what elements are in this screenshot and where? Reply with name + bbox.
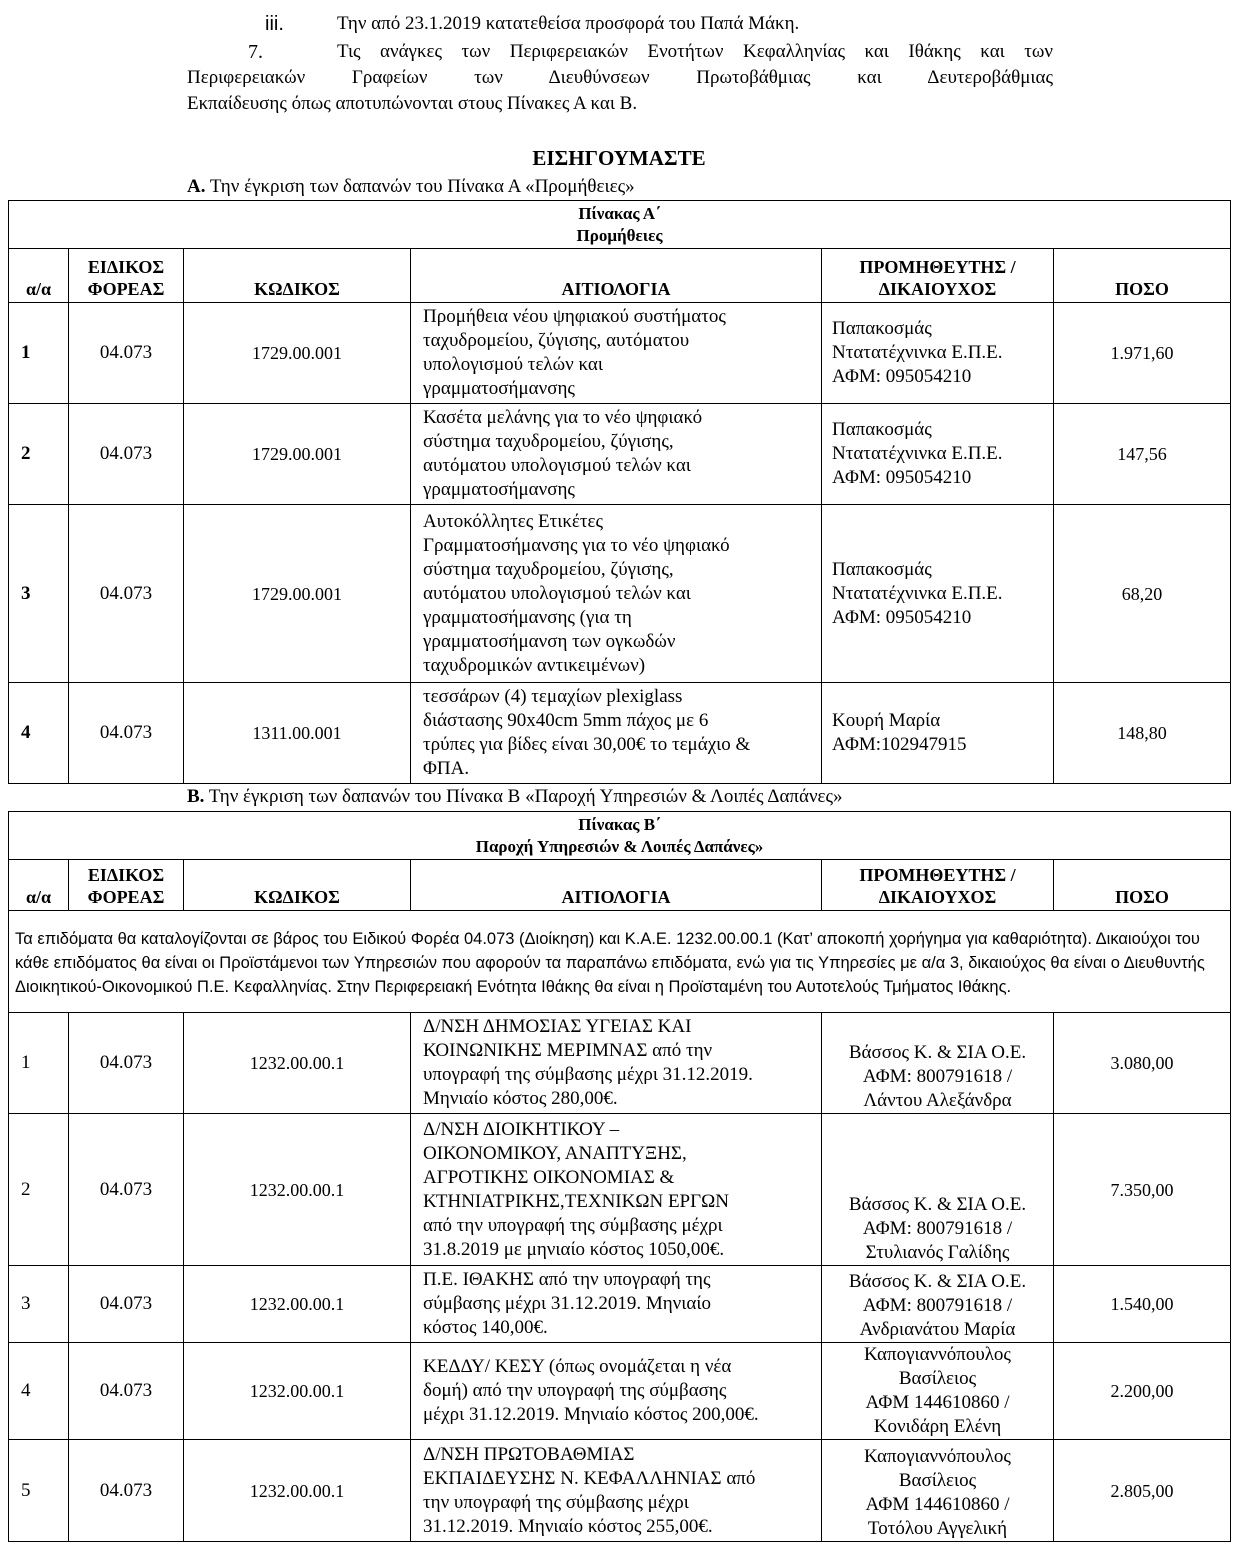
- cell-poso: 2.200,00: [1054, 1343, 1231, 1440]
- cell-aa: 2: [9, 404, 69, 505]
- header-poso: ΠΟΣΟ: [1054, 249, 1231, 303]
- header-foreas-line-1: ΕΙΔΙΚΟΣ: [87, 257, 165, 277]
- promitheftis-line: Βάσσος Κ. & ΣΙΑ Ο.Ε.: [848, 1194, 1027, 1215]
- item-7-line-3: Εκπαίδευσης όπως αποτυπώνονται στους Πίνακες Α και Β.: [187, 93, 638, 114]
- aitiologia-line: Γραμματοσήμανσης για το νέο ψηφιακό: [423, 534, 730, 556]
- aitiologia-line: γραμματοσήμανσης: [423, 378, 575, 399]
- cell-foreas: 04.073: [69, 1343, 184, 1440]
- cell-aa: 4: [9, 683, 69, 784]
- promitheftis-line: ΑΦΜ: 095054210: [832, 606, 972, 628]
- item-7-line-2: Περιφερειακών Γραφείων των Διευθύνσεων Πρωτοβάθμιας και Δευτεροβάθμιας: [187, 67, 1053, 88]
- promitheftis-line: ΑΦΜ 144610860 /: [865, 1392, 1010, 1413]
- cell-promitheftis: [822, 404, 1054, 505]
- cell-kodikos: 1232.00.00.1: [184, 1343, 411, 1440]
- aitiologia-line: αυτόματου υπολογισμού τελών και: [423, 455, 691, 476]
- aitiologia-line: τεσσάρων (4) τεμαχίων plexiglass: [423, 686, 683, 707]
- promitheftis-line: Κονιδάρη Ελένη: [873, 1416, 1002, 1437]
- header-promitheftis-line-2: ΔΙΚΑΙΟΥΧΟΣ: [878, 887, 997, 907]
- aitiologia-line: ΚΤΗΝΙΑΤΡΙΚΗΣ,ΤΕΧΝΙΚΩΝ ΕΡΓΩΝ: [423, 1190, 729, 1212]
- header-kodikos: ΚΩΔΙΚΟΣ: [184, 860, 411, 911]
- aitiologia-line: δομή) από την υπογραφή της σύμβασης: [423, 1380, 727, 1401]
- cell-poso: 7.350,00: [1054, 1114, 1231, 1266]
- aitiologia-line: διάστασης 90x40cm 5mm πάχος με 6: [423, 710, 709, 731]
- header-aitiologia: ΑΙΤΙΟΛΟΓΙΑ: [411, 860, 822, 911]
- cell-foreas: 04.073: [69, 303, 184, 404]
- promitheftis-line: ΑΦΜ: 800791618 /: [862, 1295, 1013, 1316]
- table-row: [9, 1266, 1231, 1343]
- aitiologia-line: Π.Ε. ΙΘΑΚΗΣ από την υπογραφή της: [423, 1269, 711, 1290]
- cell-kodikos: 1232.00.00.1: [184, 1114, 411, 1266]
- section-b-text: Την έγκριση των δαπανών του Πίνακα Β «Παροχή Υπηρεσιών & Λοιπές Δαπάνες»: [208, 786, 843, 807]
- aitiologia-line: ΚΕΔΔΥ/ ΚΕΣΥ (όπως ονομάζεται η νέα: [423, 1356, 732, 1377]
- header-aa: α/α: [9, 860, 69, 911]
- cell-foreas: 04.073: [69, 505, 184, 683]
- cell-aitiologia: [411, 404, 822, 505]
- cell-promitheftis: [822, 1013, 1054, 1114]
- cell-promitheftis: [822, 303, 1054, 404]
- cell-poso: 3.080,00: [1054, 1013, 1231, 1114]
- cell-aa: 1: [9, 303, 69, 404]
- aitiologia-line: υπογραφή της σύμβασης μέχρι 31.12.2019.: [423, 1064, 753, 1085]
- cell-promitheftis: [822, 683, 1054, 784]
- aitiologia-line: την υπογραφή της σύμβασης μέχρι: [423, 1491, 689, 1513]
- aitiologia-line: υπολογισμού τελών και: [423, 354, 603, 375]
- header-foreas: [69, 249, 184, 303]
- section-a-caption: [187, 176, 635, 198]
- aitiologia-line: γραμματοσήμανση των ογκωδών: [423, 630, 676, 652]
- cell-foreas: 04.073: [69, 683, 184, 784]
- aitiologia-line: Αυτοκόλλητες Ετικέτες: [423, 510, 604, 532]
- promitheftis-line: ΑΦΜ: 095054210: [832, 467, 972, 488]
- header-aitiologia: ΑΙΤΙΟΛΟΓΙΑ: [411, 249, 822, 303]
- table-row: [9, 505, 1231, 683]
- cell-aa: 2: [9, 1114, 69, 1266]
- promitheftis-line: ΑΦΜ: 800791618 /: [862, 1066, 1013, 1087]
- promitheftis-line: ΑΦΜ 144610860 /: [865, 1494, 1010, 1515]
- aitiologia-line: ΦΠΑ.: [423, 758, 470, 779]
- cell-poso: 147,56: [1054, 404, 1231, 505]
- promitheftis-line: Βασίλειος: [898, 1368, 977, 1389]
- aitiologia-line: σύμβασης μέχρι 31.12.2019. Μηνιαίο: [423, 1293, 711, 1314]
- cell-aitiologia: [411, 1013, 822, 1114]
- header-promitheftis-line-1: ΠΡΟΜΗΘΕΥΤΗΣ /: [859, 865, 1016, 885]
- header-foreas-line-2: ΦΟΡΕΑΣ: [87, 279, 165, 299]
- cell-promitheftis: [822, 1266, 1054, 1343]
- aitiologia-line: τρύπες για βίδες είναι 30,00€ το τεμάχιο &: [423, 734, 751, 755]
- cell-kodikos: 1232.00.00.1: [184, 1440, 411, 1542]
- header-promitheftis-line-1: ΠΡΟΜΗΘΕΥΤΗΣ /: [859, 257, 1016, 277]
- cell-poso: 1.971,60: [1054, 303, 1231, 404]
- table-b-services: [8, 811, 1231, 1542]
- promitheftis-line: Καπογιαννόπουλος: [864, 1446, 1011, 1467]
- header-poso: ΠΟΣΟ: [1054, 860, 1231, 911]
- section-a-label: Α.: [187, 176, 206, 197]
- table-a-title: [9, 201, 1231, 249]
- promitheftis-line: Παπακοσμάς: [832, 318, 932, 339]
- item-7-line-1: Τις ανάγκες των Περιφερειακών Ενοτήτων Κεφαλληνίας και Ιθάκης και των: [337, 41, 1053, 62]
- promitheftis-line: Ντατατέχνινκα Ε.Π.Ε.: [832, 443, 1003, 464]
- table-row: [9, 1343, 1231, 1440]
- promitheftis-line: Λάντου Αλεξάνδρα: [863, 1090, 1012, 1111]
- promitheftis-line: ΑΦΜ: 095054210: [832, 366, 972, 387]
- item-7-number: 7.: [248, 41, 263, 63]
- cell-poso: 2.805,00: [1054, 1440, 1231, 1542]
- table-b-note-row: [9, 911, 1231, 1013]
- promitheftis-line: Βάσσος Κ. & ΣΙΑ Ο.Ε.: [848, 1271, 1027, 1292]
- header-aa: α/α: [9, 249, 69, 303]
- promitheftis-line: Ντατατέχνινκα Ε.Π.Ε.: [832, 342, 1003, 363]
- promitheftis-line: Παπακοσμάς: [832, 419, 932, 440]
- table-b-title-line-2: Παροχή Υπηρεσιών & Λοιπές Δαπάνες»: [475, 836, 764, 856]
- aitiologia-line: ΕΚΠΑΙΔΕΥΣΗΣ Ν. ΚΕΦΑΛΛΗΝΙΑΣ από: [423, 1467, 756, 1489]
- cell-kodikos: 1729.00.001: [184, 303, 411, 404]
- aitiologia-line: ταχυδρομικών αντικειμένων): [423, 654, 646, 676]
- item-iii-number: iii.: [265, 13, 284, 35]
- aitiologia-line: ΑΓΡΟΤΙΚΗΣ ΟΙΚΟΝΟΜΙΑΣ &: [423, 1166, 675, 1188]
- promitheftis-line: Ανδριανάτου Μαρία: [859, 1319, 1016, 1340]
- cell-kodikos: 1311.00.001: [184, 683, 411, 784]
- aitiologia-line: γραμματοσήμανσης: [423, 479, 575, 500]
- table-b-title-row: [9, 812, 1231, 860]
- aitiologia-line: μέχρι 31.12.2019. Μηνιαίο κόστος 200,00€.: [423, 1404, 759, 1425]
- aitiologia-line: από την υπογραφή της σύμβασης μέχρι: [423, 1214, 723, 1236]
- table-a-header-row: [9, 249, 1231, 303]
- cell-aa: 3: [9, 1266, 69, 1343]
- aitiologia-line: ΚΟΙΝΩΝΙΚΗΣ ΜΕΡΙΜΝΑΣ από την: [423, 1040, 713, 1061]
- aitiologia-line: ταχυδρομείου, ζύγισης, αυτόματου: [423, 330, 690, 351]
- cell-poso: 1.540,00: [1054, 1266, 1231, 1343]
- cell-aitiologia: [411, 303, 822, 404]
- promitheftis-line: Καπογιαννόπουλος: [864, 1344, 1011, 1365]
- header-promitheftis-line-2: ΔΙΚΑΙΟΥΧΟΣ: [878, 279, 997, 299]
- aitiologia-line: γραμματοσήμανσης (για τη: [423, 606, 632, 628]
- section-a-text: Την έγκριση των δαπανών του Πίνακα Α «Προμήθειες»: [209, 176, 635, 197]
- aitiologia-line: 31.12.2019. Μηνιαίο κόστος 255,00€.: [423, 1515, 713, 1537]
- aitiologia-line: Δ/ΝΣΗ ΔΙΟΙΚΗΤΙΚΟΥ –: [423, 1118, 620, 1140]
- cell-foreas: 04.073: [69, 1440, 184, 1542]
- aitiologia-line: Προμήθεια νέου ψηφιακού συστήματος: [423, 306, 726, 327]
- aitiologia-line: κόστος 140,00€.: [423, 1317, 548, 1338]
- cell-foreas: 04.073: [69, 1013, 184, 1114]
- table-b-title-line-1: Πίνακας Β΄: [578, 814, 661, 834]
- item-iii-text: Την από 23.1.2019 κατατεθείσα προσφορά του Παπά Μάκη.: [337, 13, 800, 34]
- header-promitheftis: [822, 860, 1054, 911]
- table-row: [9, 1440, 1231, 1542]
- table-a-title-line-2: Προμήθειες: [576, 225, 663, 245]
- table-row: [9, 683, 1231, 784]
- section-b-caption: [187, 786, 843, 808]
- cell-aa: 5: [9, 1440, 69, 1542]
- promitheftis-line: ΑΦΜ:102947915: [832, 734, 967, 755]
- cell-aitiologia: [411, 683, 822, 784]
- cell-promitheftis: [822, 1343, 1054, 1440]
- aitiologia-line: αυτόματου υπολογισμού τελών και: [423, 582, 691, 604]
- cell-poso: 68,20: [1054, 505, 1231, 683]
- table-row: [9, 1114, 1231, 1266]
- aitiologia-line: 31.8.2019 με μηνιαίο κόστος 1050,00€.: [423, 1238, 725, 1260]
- cell-kodikos: 1729.00.001: [184, 505, 411, 683]
- cell-kodikos: 1729.00.001: [184, 404, 411, 505]
- section-b-label: Β.: [187, 786, 205, 807]
- header-promitheftis: [822, 249, 1054, 303]
- cell-promitheftis: [822, 1114, 1054, 1266]
- table-row: [9, 1013, 1231, 1114]
- cell-promitheftis: [822, 1440, 1054, 1542]
- aitiologia-line: σύστημα ταχυδρομείου, ζύγισης,: [423, 431, 674, 452]
- recommendation-heading: ΕΙΣΗΓΟΥΜΑΣΤΕ: [532, 146, 706, 170]
- header-foreas: [69, 860, 184, 911]
- cell-aa: 4: [9, 1343, 69, 1440]
- cell-aitiologia: [411, 1343, 822, 1440]
- promitheftis-line: Βασίλειος: [898, 1470, 977, 1491]
- table-a-title-row: [9, 201, 1231, 249]
- table-b-note: Τα επιδόματα θα καταλογίζονται σε βάρος του Ειδικού Φορέα 04.073 (Διοίκηση) και Κ.Α.Ε. 1232.00.00.1 (Κατ’ αποκοπή χορήγημα για καθαριότητα). Δικαιούχοι του κάθε επιδόματος θα είναι οι Προϊστάμενοι των Υπηρεσιών που αφορούν τα παραπάνω επιδόματα, ενώ για τις Υπηρεσίες με α/α 3, δικαιούχος θα είναι ο Διευθυντής Διοικητικού-Οικονομικού Π.Ε. Κεφαλληνίας. Στην Περιφερειακή Ενότητα Ιθάκης θα είναι η Προϊσταμένη του Αυτοτελούς Τμήματος Ιθάκης.: [9, 911, 1231, 1013]
- aitiologia-line: σύστημα ταχυδρομείου, ζύγισης,: [423, 558, 674, 580]
- aitiologia-line: ΟΙΚΟΝΟΜΙΚΟΥ, ΑΝΑΠΤΥΞΗΣ,: [423, 1142, 687, 1164]
- header-foreas-line-2: ΦΟΡΕΑΣ: [87, 887, 165, 907]
- cell-aitiologia: [411, 1440, 822, 1542]
- cell-aa: 3: [9, 505, 69, 683]
- cell-kodikos: 1232.00.00.1: [184, 1013, 411, 1114]
- header-kodikos: ΚΩΔΙΚΟΣ: [184, 249, 411, 303]
- promitheftis-line: Τοτόλου Αγγελική: [867, 1518, 1008, 1539]
- promitheftis-line: Ντατατέχνινκα Ε.Π.Ε.: [832, 582, 1003, 604]
- table-b-title: [9, 812, 1231, 860]
- table-b-header-row: [9, 860, 1231, 911]
- aitiologia-line: Δ/ΝΣΗ ΠΡΩΤΟΒΑΘΜΙΑΣ: [423, 1443, 635, 1465]
- cell-kodikos: 1232.00.00.1: [184, 1266, 411, 1343]
- cell-promitheftis: [822, 505, 1054, 683]
- aitiologia-line: Μηνιαίο κόστος 280,00€.: [423, 1088, 618, 1109]
- table-row: [9, 303, 1231, 404]
- cell-aa: 1: [9, 1013, 69, 1114]
- header-foreas-line-1: ΕΙΔΙΚΟΣ: [87, 865, 165, 885]
- cell-foreas: 04.073: [69, 1266, 184, 1343]
- aitiologia-line: Δ/ΝΣΗ ΔΗΜΟΣΙΑΣ ΥΓΕΙΑΣ ΚΑΙ: [423, 1016, 692, 1037]
- table-a-supplies: [8, 200, 1231, 784]
- promitheftis-line: Στυλιανός Γαλίδης: [865, 1242, 1010, 1263]
- cell-aitiologia: [411, 1266, 822, 1343]
- cell-poso: 148,80: [1054, 683, 1231, 784]
- cell-aitiologia: [411, 505, 822, 683]
- table-a-title-line-1: Πίνακας Α΄: [578, 203, 661, 223]
- aitiologia-line: Κασέτα μελάνης για το νέο ψηφιακό: [423, 407, 703, 428]
- cell-aitiologia: [411, 1114, 822, 1266]
- cell-foreas: 04.073: [69, 404, 184, 505]
- promitheftis-line: ΑΦΜ: 800791618 /: [862, 1218, 1013, 1239]
- table-row: [9, 404, 1231, 505]
- promitheftis-line: Παπακοσμάς: [832, 558, 932, 580]
- promitheftis-line: Βάσσος Κ. & ΣΙΑ Ο.Ε.: [848, 1042, 1027, 1063]
- table-b-body: [9, 1013, 1231, 1542]
- table-a-body: [9, 303, 1231, 784]
- promitheftis-line: Κουρή Μαρία: [832, 710, 941, 731]
- cell-foreas: 04.073: [69, 1114, 184, 1266]
